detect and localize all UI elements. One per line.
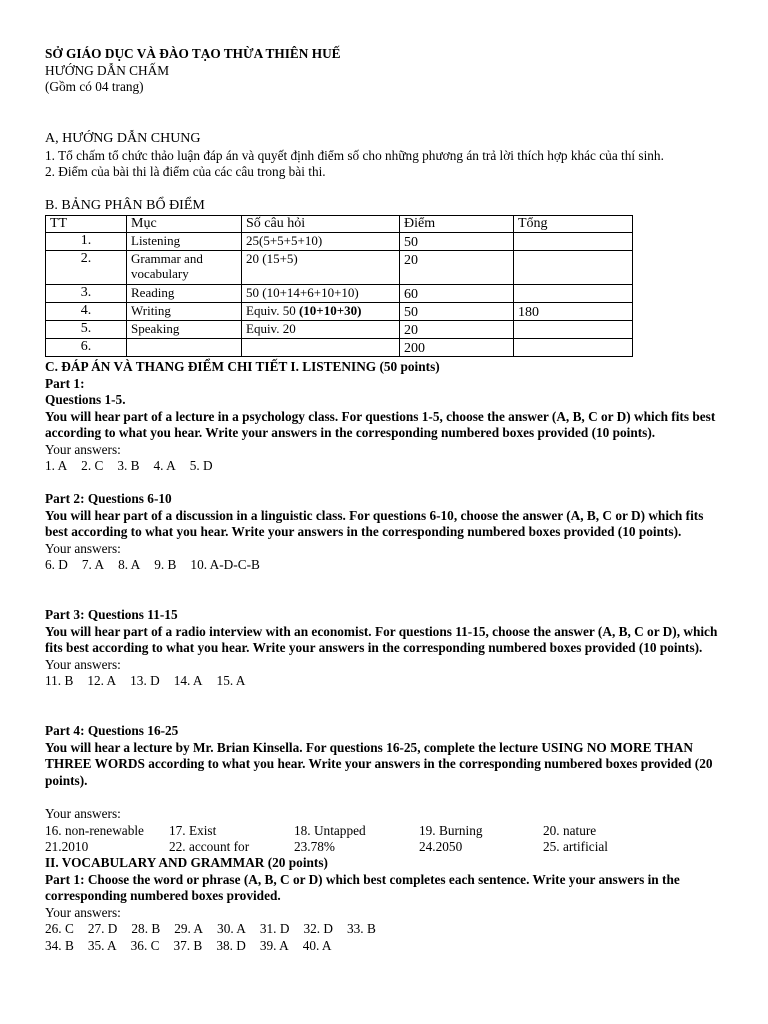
- answer-item: 24.2050: [419, 839, 463, 854]
- cell-tong: [514, 321, 633, 339]
- col-header-tt: TT: [46, 216, 127, 233]
- answer-item: 16. non-renewable: [45, 822, 144, 838]
- answer-item: 10. A-D-C-B: [190, 557, 260, 572]
- part1-title: Part 1:: [45, 375, 85, 391]
- part2-block: [45, 491, 728, 574]
- page-count: (Gồm có 04 trang): [45, 79, 144, 94]
- table-row: [46, 303, 633, 321]
- cell-diem: 50: [400, 303, 514, 321]
- table-header-row: [46, 216, 633, 233]
- part1-questions: Questions 1-5.: [45, 392, 126, 407]
- section-ii-part1-instruction: Part 1: Choose the word or phrase (A, B, C or D) which best completes each sentence. Write your answers in the corresponding numbered boxes provided.: [45, 871, 680, 903]
- cell-tong: 180: [514, 303, 633, 321]
- answer-item: 19. Burning: [419, 822, 483, 838]
- answer-item: 35. A: [87, 937, 117, 953]
- part3-block: [45, 607, 728, 690]
- cell-tong: [514, 285, 633, 303]
- answer-item: 37. B: [173, 937, 203, 953]
- cell-tt: 1.: [46, 233, 127, 251]
- general-guidelines: [45, 131, 728, 181]
- answer-item: 8. A: [118, 557, 141, 572]
- cell-so-cau: 20 (15+5): [242, 251, 400, 285]
- answer-item: 12. A: [87, 673, 117, 688]
- answer-item: 22. account for: [169, 839, 250, 854]
- cell-muc: Speaking: [127, 321, 242, 339]
- listening-section: [45, 359, 728, 475]
- part4-answers-block: [45, 806, 728, 856]
- answer-item: 15. A: [216, 673, 246, 688]
- cell-tong: [514, 233, 633, 251]
- part1-instruction: You will hear part of a lecture in a psychology class. For questions 1-5, choose the answer (A, B, C or D) which fits best according to what you hear. Write your answers in the corresponding numbered boxes provided (10 points).: [45, 408, 716, 440]
- guideline-item-1: 1. Tổ chấm tổ chức thảo luận đáp án và quyết định điểm số cho những phương án trả lời thích hợp khác của thí sinh.: [45, 147, 664, 163]
- answer-item: 39. A: [259, 937, 289, 953]
- answer-item: 31. D: [259, 921, 290, 936]
- cell-tt: 6.: [46, 339, 127, 357]
- cell-muc: Writing: [127, 303, 242, 321]
- cell-so-cau: 25(5+5+5+10): [242, 233, 400, 251]
- answer-item: 13. D: [130, 673, 160, 688]
- answer-item: 25. artificial: [543, 839, 608, 854]
- guideline-item-2: 2. Điểm của bài thi là điểm của các câu trong bài thi.: [45, 164, 326, 179]
- section-c-heading: C. ĐÁP ÁN VÀ THANG ĐIỂM CHI TIẾT I. LISTENING (50 points): [45, 359, 440, 374]
- table-row: [46, 233, 633, 251]
- part4-block: [45, 723, 728, 789]
- cell-muc: Reading: [127, 285, 242, 303]
- answer-item: 14. A: [173, 673, 203, 688]
- cell-diem: 60: [400, 285, 514, 303]
- answer-item: 7. A: [81, 557, 105, 572]
- cell-muc: Grammar and vocabulary: [127, 251, 242, 285]
- your-answers-label: Your answers:: [45, 904, 121, 920]
- answer-item: 3. B: [117, 458, 140, 473]
- answer-item: 36. C: [130, 937, 160, 953]
- cell-diem: 200: [400, 339, 514, 357]
- answer-item: 26. C: [45, 921, 74, 936]
- cell-so-cau: 50 (10+14+6+10+10): [242, 285, 400, 303]
- your-answers-label: Your answers:: [45, 806, 121, 821]
- answer-item: 11. B: [45, 673, 74, 688]
- part4-answers: [45, 823, 728, 856]
- part1-answers: [45, 458, 728, 475]
- cell-so-cau-bold: (10+10+30): [298, 303, 362, 318]
- answer-item: 18. Untapped: [294, 822, 366, 838]
- answer-item: 2. C: [81, 458, 104, 473]
- answer-item: 4. A: [153, 458, 176, 473]
- part4-instruction: You will hear a lecture by Mr. Brian Kinsella. For questions 16-25, complete the lecture USING NO MORE THAN THREE WORDS according to what you hear. Write your answers in the corresponding numbered boxes provided (20 points).: [45, 739, 713, 788]
- vocab-answers-row-2: [45, 938, 728, 955]
- your-answers-label: Your answers:: [45, 540, 121, 556]
- part2-instruction: You will hear part of a discussion in a linguistic class. For questions 6-10, choose the answer (A, B, C or D) which fits best according to what you hear. Write your answers in the corresponding numbered boxes provided (10 points).: [45, 507, 704, 539]
- cell-so-cau: [242, 339, 400, 357]
- answer-item: 9. B: [154, 557, 177, 572]
- score-table-heading-block: [45, 198, 728, 215]
- cell-so-cau: [242, 303, 400, 321]
- cell-so-cau-plain: Equiv. 50: [246, 303, 299, 318]
- answer-item: 5. D: [189, 458, 213, 473]
- cell-muc: Listening: [127, 233, 242, 251]
- cell-tong: [514, 251, 633, 285]
- col-header-diem: Điểm: [400, 216, 514, 233]
- part2-answers: [45, 557, 728, 574]
- answer-item: 23.78%: [294, 839, 335, 854]
- table-row: [46, 321, 633, 339]
- answer-item: 1. A: [45, 458, 68, 473]
- col-header-tong: Tổng: [514, 216, 633, 233]
- document-header: [45, 46, 728, 96]
- document-title: HƯỚNG DẪN CHẤM: [45, 62, 170, 78]
- department-name: SỞ GIÁO DỤC VÀ ĐÀO TẠO THỪA THIÊN HUẾ: [45, 46, 341, 61]
- answer-item: 20. nature: [543, 822, 597, 838]
- cell-muc: [127, 339, 242, 357]
- table-row: [46, 251, 633, 285]
- cell-tong: [514, 339, 633, 357]
- score-distribution-table: [45, 215, 633, 357]
- section-a-heading: A, HƯỚNG DẪN CHUNG: [45, 131, 201, 146]
- section-ii-heading: II. VOCABULARY AND GRAMMAR (20 points): [45, 855, 328, 870]
- vocab-answers-row-1: [45, 921, 728, 938]
- cell-diem: 50: [400, 233, 514, 251]
- cell-tt: 2.: [46, 251, 127, 285]
- answer-item: 28. B: [131, 921, 161, 936]
- part4-title: Part 4: Questions 16-25: [45, 723, 179, 738]
- cell-diem: 20: [400, 321, 514, 339]
- part3-title: Part 3: Questions 11-15: [45, 607, 178, 622]
- table-row: [46, 339, 633, 357]
- part3-instruction: You will hear part of a radio interview with an economist. For questions 11-15, choose the answer (A, B, C or D), which fits best according to what you hear. Write your answers in the corresponding numbered boxes provided (10 points).: [45, 623, 718, 655]
- answer-item: 21.2010: [45, 839, 89, 854]
- answer-item: 33. B: [347, 921, 376, 936]
- section-b-heading: B. BẢNG PHÂN BỔ ĐIỂM: [45, 198, 205, 213]
- answer-item: 17. Exist: [169, 822, 217, 838]
- part3-answers: [45, 673, 728, 690]
- table-row: [46, 285, 633, 303]
- col-header-so-cau: Số câu hỏi: [242, 216, 400, 233]
- cell-tt: 4.: [46, 303, 127, 321]
- answer-item: 27. D: [87, 921, 118, 936]
- answer-item: 32. D: [303, 921, 333, 936]
- answer-item: 40. A: [302, 937, 332, 953]
- cell-tt: 3.: [46, 285, 127, 303]
- answer-item: 38. D: [216, 937, 246, 953]
- answer-item: 34. B: [45, 937, 74, 953]
- part2-title: Part 2: Questions 6-10: [45, 491, 172, 506]
- col-header-muc: Mục: [127, 216, 242, 233]
- cell-diem: 20: [400, 251, 514, 285]
- answer-item: 30. A: [217, 921, 246, 936]
- answer-item: 6. D: [45, 557, 68, 572]
- vocabulary-grammar-section: [45, 855, 728, 954]
- your-answers-label: Your answers:: [45, 656, 121, 672]
- your-answers-label: Your answers:: [45, 441, 121, 457]
- cell-tt: 5.: [46, 321, 127, 339]
- cell-so-cau: Equiv. 20: [242, 321, 400, 339]
- answer-item: 29. A: [174, 921, 204, 936]
